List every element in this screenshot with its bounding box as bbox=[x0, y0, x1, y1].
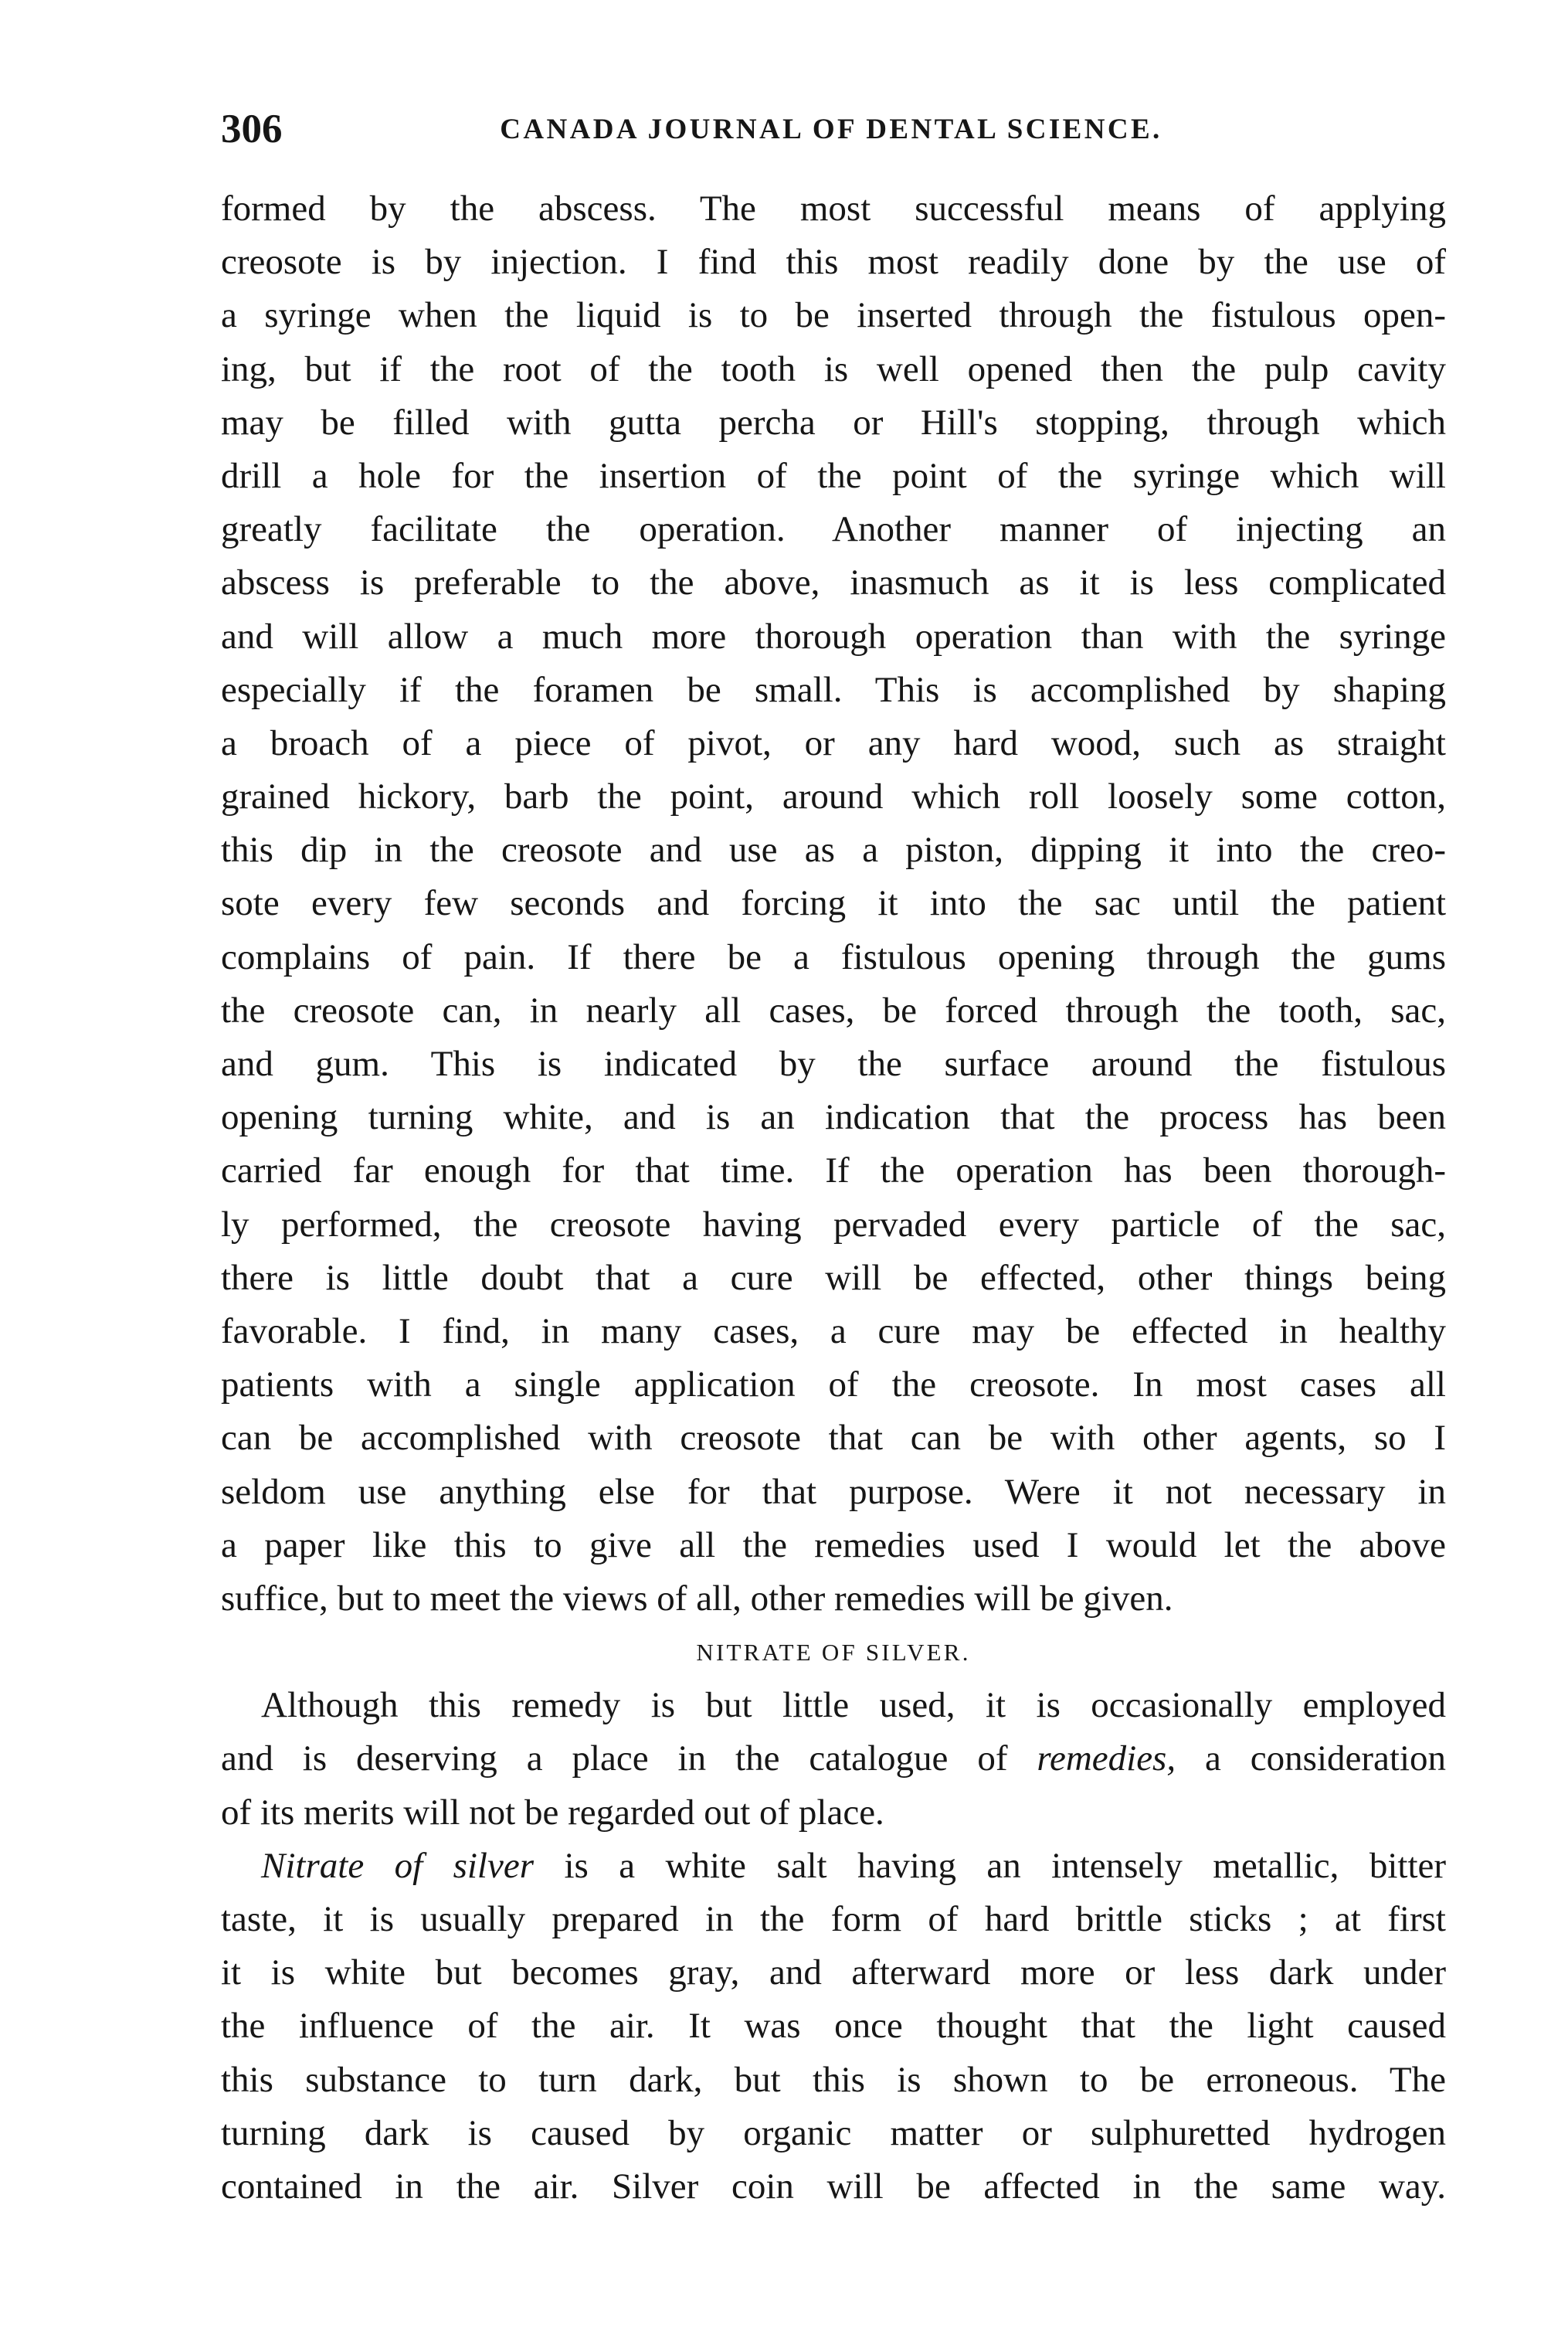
text-line: the creosote can, in nearly all cases, be forced through the tooth, sac, bbox=[221, 990, 1446, 1031]
text-line: there is little doubt that a cure will be effected, other things being bbox=[221, 1257, 1446, 1298]
text-line: ing, but if the root of the tooth is well opened then the pulp cavity bbox=[221, 348, 1446, 389]
text-line: contained in the air. Silver coin will be affected in the same way. bbox=[221, 2166, 1446, 2207]
text-line: the influence of the air. It was once thought that the light caused bbox=[221, 2006, 1446, 2047]
page-number: 306 bbox=[221, 107, 283, 151]
italic-term: remedies, bbox=[1037, 1738, 1176, 1779]
text-line: and will allow a much more thorough operation than with the syringe bbox=[221, 616, 1446, 657]
text-line: suffice, but to meet the views of all, other remedies will be given. bbox=[221, 1578, 1173, 1619]
text-line: complains of pain. If there be a fistulous opening through the gums bbox=[221, 936, 1446, 977]
text-line: may be filled with gutta percha or Hill's stopping, through which bbox=[221, 402, 1446, 443]
text-line: seldom use anything else for that purpose. Were it not necessary in bbox=[221, 1471, 1446, 1512]
text-line: drill a hole for the insertion of the point of the syringe which will bbox=[221, 455, 1446, 496]
text-line: sote every few seconds and forcing it into the sac until the patient bbox=[221, 883, 1446, 924]
text-line: abscess is preferable to the above, inasmuch as it is less complicated bbox=[221, 562, 1446, 603]
text-line: especially if the foramen be small. This is accomplished by shaping bbox=[221, 669, 1446, 710]
text-line: grained hickory, barb the point, around which roll loosely some cotton, bbox=[221, 776, 1446, 817]
text-run: is a white salt having an intensely metallic, bitter bbox=[534, 1845, 1447, 1886]
text-line: creosote is by injection. I find this most readily done by the use of bbox=[221, 242, 1446, 283]
page-header bbox=[221, 105, 1446, 159]
text-run: and is deserving a place in the catalogue of bbox=[221, 1738, 1037, 1779]
text-line: formed by the abscess. The most successful means of applying bbox=[221, 189, 1446, 229]
text-line: this substance to turn dark, but this is shown to be erroneous. The bbox=[221, 2059, 1446, 2100]
text-line: Although this remedy is but little used, it is occasionally employed bbox=[261, 1685, 1446, 1726]
text-line: a paper like this to give all the remedies used I would let the above bbox=[221, 1524, 1446, 1565]
text-line: opening turning white, and is an indication that the process has been bbox=[221, 1097, 1446, 1138]
text-line: turning dark is caused by organic matter or sulphuretted hydrogen bbox=[221, 2112, 1446, 2153]
text-line: a broach of a piece of pivot, or any hard wood, such as straight bbox=[221, 722, 1446, 763]
italic-term: Nitrate of silver bbox=[261, 1845, 535, 1886]
text-run: a consideration bbox=[1176, 1738, 1446, 1779]
text-line: favorable. I find, in many cases, a cure may be effected in healthy bbox=[221, 1310, 1446, 1351]
text-line bbox=[221, 1732, 1446, 1785]
text-line: and gum. This is indicated by the surface around the fistulous bbox=[221, 1044, 1446, 1084]
paragraph-creosote-injection bbox=[221, 182, 1446, 1626]
paragraph-nitrate-properties bbox=[221, 1840, 1446, 2214]
text-line: taste, it is usually prepared in the form of hard brittle sticks ; at first bbox=[221, 1899, 1446, 1939]
paragraph-nitrate-intro bbox=[221, 1679, 1446, 1840]
text-line: a syringe when the liquid is to be inserted through the fistulous open- bbox=[221, 295, 1446, 336]
text-line: ly performed, the creosote having pervaded every particle of the sac, bbox=[221, 1204, 1446, 1245]
text-line: of its merits will not be regarded out of place. bbox=[221, 1792, 884, 1833]
text-line: this dip in the creosote and use as a piston, dipping it into the creo- bbox=[221, 830, 1446, 871]
article-body bbox=[221, 182, 1446, 2214]
section-heading: NITRATE OF SILVER. bbox=[696, 1639, 971, 1667]
text-line: patients with a single application of the creosote. In most cases all bbox=[221, 1364, 1446, 1405]
text-line: carried far enough for that time. If the operation has been thorough- bbox=[221, 1150, 1446, 1191]
text-line: it is white but becomes gray, and afterward more or less dark under bbox=[221, 1952, 1446, 1993]
running-head: CANADA JOURNAL OF DENTAL SCIENCE. bbox=[500, 114, 1162, 145]
text-line: can be accomplished with creosote that can be with other agents, so I bbox=[221, 1418, 1446, 1459]
text-line: greatly facilitate the operation. Another manner of injecting an bbox=[221, 509, 1446, 550]
text-line bbox=[221, 1840, 1446, 1893]
